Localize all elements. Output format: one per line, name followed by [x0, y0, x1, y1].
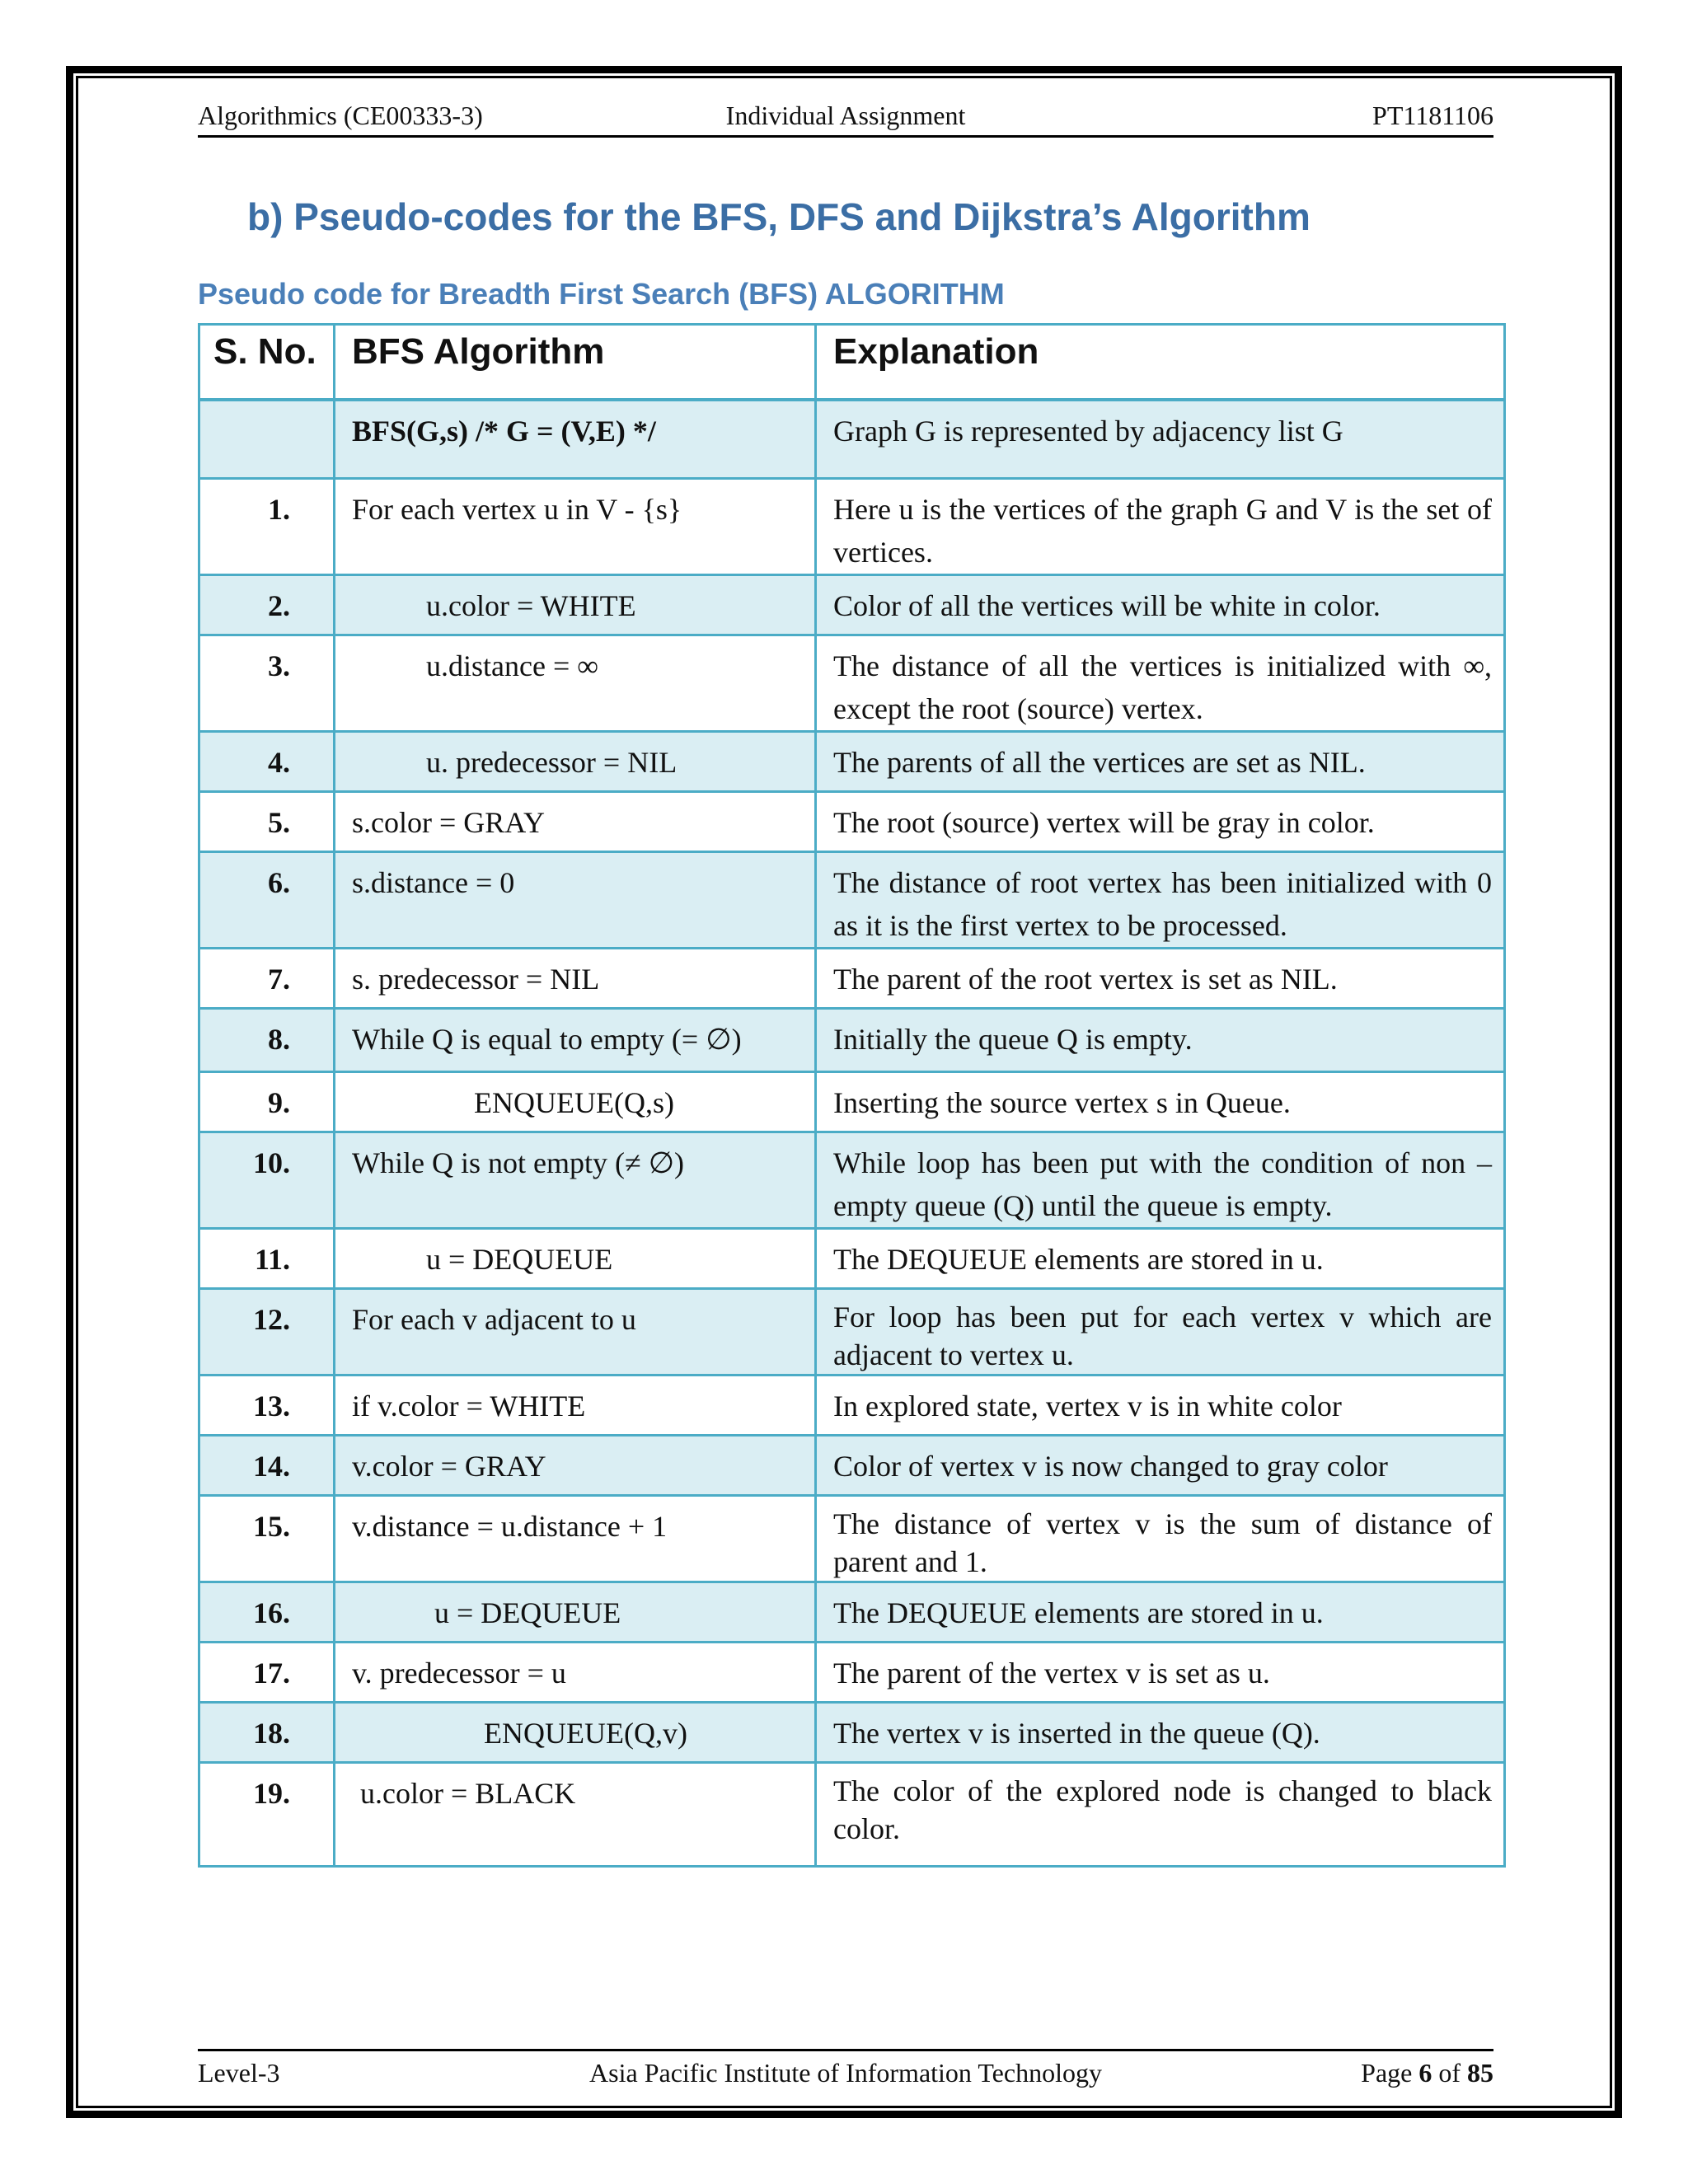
row-explanation: Color of vertex v is now changed to gray color: [816, 1435, 1505, 1495]
col-header-explanation: Explanation: [816, 325, 1505, 401]
row-num: 2.: [199, 574, 335, 635]
row-explanation: The DEQUEUE elements are stored in u.: [816, 1228, 1505, 1288]
footer-level: Level-3: [198, 2058, 280, 2088]
row-code: s.distance = 0: [335, 851, 816, 948]
table-row: [199, 851, 1505, 948]
footer-page-prefix: Page: [1361, 2058, 1413, 2088]
section-title: b) Pseudo-codes for the BFS, DFS and Dijkstra’s Algorithm: [247, 195, 1311, 238]
row-explanation: The distance of all the vertices is initialized with ∞, except the root (source) vertex.: [816, 635, 1505, 731]
row-num: 3.: [199, 635, 335, 731]
header-student-id: PT1181106: [1372, 101, 1493, 130]
table-row: [199, 635, 1505, 731]
table-row: [199, 574, 1505, 635]
footer-page-current: 6: [1418, 2058, 1432, 2088]
row-num: 8.: [199, 1008, 335, 1071]
row-num: 13.: [199, 1375, 335, 1435]
col-header-algorithm: BFS Algorithm: [335, 325, 816, 401]
row-explanation: For loop has been put for each vertex v which are adjacent to vertex u.: [816, 1288, 1505, 1375]
row-code: u = DEQUEUE: [434, 1596, 621, 1629]
row-num: 17.: [199, 1642, 335, 1702]
table-row: [199, 1642, 1505, 1702]
row-num: 1.: [199, 478, 335, 574]
header-assignment: Individual Assignment: [725, 101, 966, 130]
table-row: [199, 1288, 1505, 1375]
table-row: [199, 1495, 1505, 1582]
subsection-title: Pseudo code for Breadth First Search (BFS) ALGORITHM: [198, 277, 1005, 311]
row-num: 19.: [199, 1762, 335, 1866]
row-explanation: The parent of the vertex v is set as u.: [816, 1642, 1505, 1702]
row-code: ENQUEUE(Q,v): [484, 1716, 687, 1750]
page-footer: [198, 2049, 1493, 2089]
table-row: [199, 1582, 1505, 1642]
row-code: if v.color = WHITE: [335, 1375, 816, 1435]
table-header-row: [199, 325, 1505, 401]
row-code: s.color = GRAY: [335, 791, 816, 851]
row-explanation: Here u is the vertices of the graph G and V is the set of vertices.: [816, 478, 1505, 574]
table-row: [199, 1132, 1505, 1228]
row-explanation: The vertex v is inserted in the queue (Q).: [816, 1702, 1505, 1762]
row-explanation: The parent of the root vertex is set as NIL.: [816, 948, 1505, 1008]
row-code: While Q is not empty (≠ ∅): [335, 1132, 816, 1228]
row-explanation: In explored state, vertex v is in white color: [816, 1375, 1505, 1435]
row-num: 9.: [199, 1071, 335, 1132]
table-row: [199, 1375, 1505, 1435]
row-num: 7.: [199, 948, 335, 1008]
bfs-table: [198, 323, 1506, 1868]
row-num: 18.: [199, 1702, 335, 1762]
row-num: 5.: [199, 791, 335, 851]
row-num: 4.: [199, 731, 335, 791]
row-explanation: The distance of root vertex has been initialized with 0 as it is the first vertex to be processed.: [816, 851, 1505, 948]
row-code: u.color = BLACK: [360, 1776, 576, 1810]
row-explanation: The color of the explored node is changed to black color.: [816, 1762, 1505, 1866]
row-explanation: The root (source) vertex will be gray in color.: [816, 791, 1505, 851]
row-code: v. predecessor = u: [335, 1642, 816, 1702]
table-row: [199, 1071, 1505, 1132]
row-code: For each vertex u in V - {s}: [335, 478, 816, 574]
row-explanation: The distance of vertex v is the sum of distance of parent and 1.: [816, 1495, 1505, 1582]
table-row: [199, 731, 1505, 791]
row-explanation: Initially the queue Q is empty.: [816, 1008, 1505, 1071]
row-num: 14.: [199, 1435, 335, 1495]
row-num: 11.: [199, 1228, 335, 1288]
table-row: [199, 948, 1505, 1008]
table-row: [199, 791, 1505, 851]
table-row: [199, 478, 1505, 574]
table-row: [199, 1228, 1505, 1288]
row-num: 15.: [199, 1495, 335, 1582]
row-code: While Q is equal to empty (= ∅): [335, 1008, 816, 1071]
row-num: 6.: [199, 851, 335, 948]
row-code: v.color = GRAY: [335, 1435, 816, 1495]
row-code: u.color = WHITE: [426, 588, 636, 622]
row-code: For each v adjacent to u: [335, 1288, 816, 1375]
row-code: u = DEQUEUE: [426, 1242, 613, 1276]
table-row: [199, 400, 1505, 478]
page-header: [198, 97, 1493, 138]
row-code: u. predecessor = NIL: [426, 745, 678, 779]
table-row: [199, 1702, 1505, 1762]
row-explanation: The parents of all the vertices are set as NIL.: [816, 731, 1505, 791]
col-header-sno: S. No.: [199, 325, 335, 401]
row-code: v.distance = u.distance + 1: [335, 1495, 816, 1582]
footer-page-total: 85: [1467, 2058, 1493, 2088]
row-explanation: The DEQUEUE elements are stored in u.: [816, 1582, 1505, 1642]
table-row: [199, 1008, 1505, 1071]
table-row: [199, 1435, 1505, 1495]
footer-institute: Asia Pacific Institute of Information Technology: [589, 2058, 1102, 2088]
row-code: u.distance = ∞: [426, 649, 598, 682]
row-explanation: Graph G is represented by adjacency list G: [816, 400, 1505, 478]
row-num: 12.: [199, 1288, 335, 1375]
row-code: ENQUEUE(Q,s): [474, 1085, 674, 1119]
header-course: Algorithmics (CE00333-3): [198, 101, 483, 130]
row-num: 16.: [199, 1582, 335, 1642]
row-explanation: Color of all the vertices will be white in color.: [816, 574, 1505, 635]
row-explanation: While loop has been put with the condition of non – empty queue (Q) until the queue is empty.: [816, 1132, 1505, 1228]
row-explanation: Inserting the source vertex s in Queue.: [816, 1071, 1505, 1132]
row-code: s. predecessor = NIL: [335, 948, 816, 1008]
row-num: [199, 400, 335, 478]
footer-page-number: [1361, 2058, 1493, 2088]
footer-page-of: of: [1438, 2058, 1461, 2088]
table-row: [199, 1762, 1505, 1866]
row-num: 10.: [199, 1132, 335, 1228]
row-code: BFS(G,s) /* G = (V,E) */: [335, 400, 816, 478]
